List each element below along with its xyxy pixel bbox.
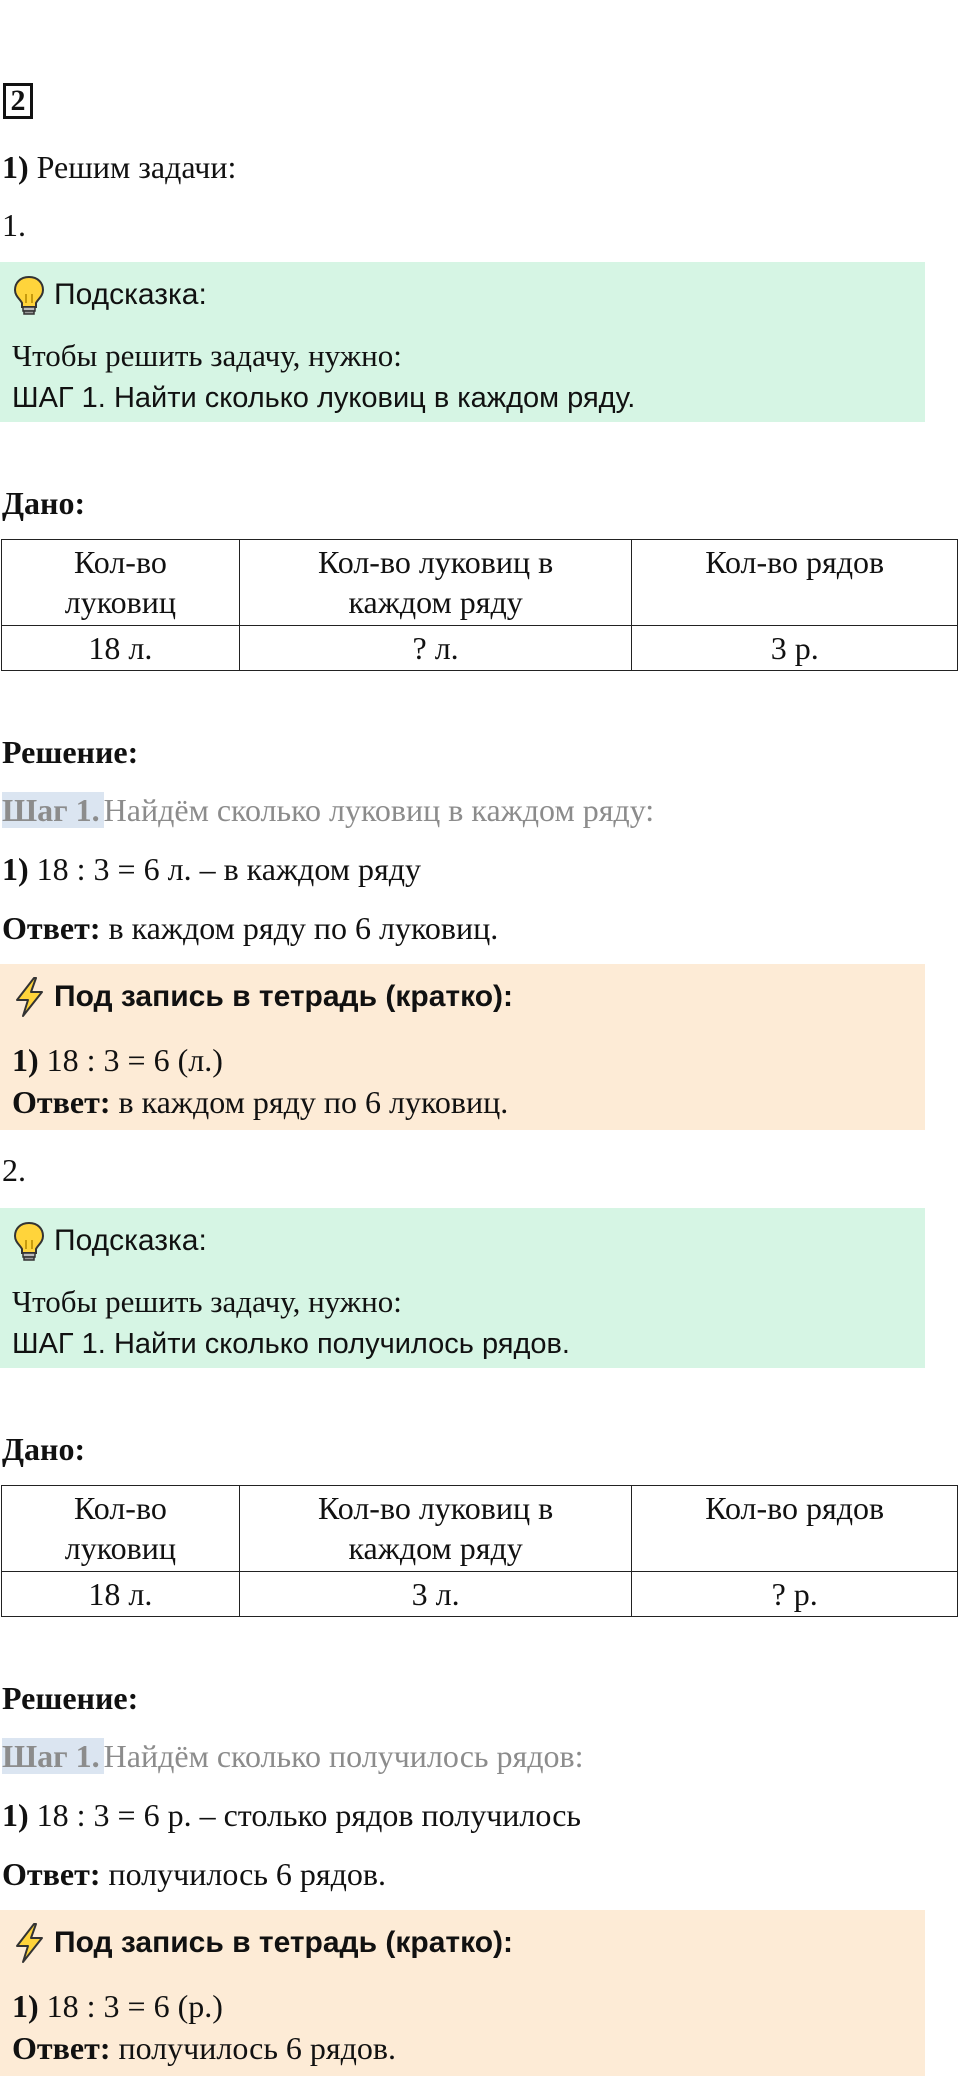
hint-box-1 (0, 262, 925, 422)
solution-1-step: Шаг 1. Найдём сколько луковиц в каждом ряду: (2, 792, 655, 828)
solution-1-calc: 1) 18 : 3 = 6 л. – в каждом ряду (2, 851, 421, 887)
note-1-answer: Ответ: в каждом ряду по 6 луковиц. (12, 1084, 509, 1120)
given-1-value-cell: 18 л. (2, 626, 240, 671)
lightning-icon (12, 1922, 46, 1964)
hint-box-2 (0, 1208, 925, 1368)
solution-1-label: Решение: (2, 734, 139, 770)
note-2-answer: Ответ: получилось 6 рядов. (12, 2030, 397, 2066)
given-2-header-cell: Кол-во рядов (632, 1486, 958, 1572)
given-2-label: Дано: (2, 1431, 86, 1467)
given-2-value-cell: 18 л. (2, 1572, 240, 1617)
note-2-header (12, 1920, 513, 1966)
hint-1-step: ШАГ 1. Найти сколько луковиц в каждом ряду. (12, 382, 636, 414)
hint-1-header (12, 272, 207, 318)
given-1-header-cell: Кол-во луковиц в каждом ряду (239, 540, 632, 626)
given-2-header-row (2, 1486, 958, 1572)
lightning-icon (12, 976, 46, 1018)
note-box-2 (0, 1910, 925, 2076)
given-1-header-cell: Кол-во луковиц (2, 540, 240, 626)
note-1-header (12, 974, 513, 1020)
task-number-box: 2 (3, 83, 33, 119)
given-2-header-cell: Кол-во луковиц (2, 1486, 240, 1572)
hint-1-line1: Чтобы решить задачу, нужно: (12, 338, 402, 373)
hint-2-line1: Чтобы решить задачу, нужно: (12, 1284, 402, 1319)
note-2-calc: 1) 18 : 3 = 6 (р.) (12, 1988, 223, 2024)
given-1-value-row (2, 626, 958, 671)
given-1-header-row (2, 540, 958, 626)
hint-1-title: Подсказка: (54, 278, 207, 311)
lightbulb-icon (12, 1220, 46, 1262)
solution-2-label: Решение: (2, 1680, 139, 1716)
intro-line: 1) Решим задачи: (2, 149, 237, 185)
given-2-value-cell: 3 л. (239, 1572, 632, 1617)
hint-2-step: ШАГ 1. Найти сколько получилось рядов. (12, 1328, 570, 1360)
note-1-title: Под запись в тетрадь (кратко): (54, 980, 514, 1013)
note-box-1 (0, 964, 925, 1130)
task-2-label: 2. (2, 1152, 26, 1188)
given-1-header-cell: Кол-во рядов (632, 540, 958, 626)
given-2-value-cell: ? р. (632, 1572, 958, 1617)
hint-2-title: Подсказка: (54, 1224, 207, 1257)
note-2-title: Под запись в тетрадь (кратко): (54, 1926, 514, 1959)
given-1-label: Дано: (2, 485, 86, 521)
note-1-calc: 1) 18 : 3 = 6 (л.) (12, 1042, 223, 1078)
task-1-label: 1. (2, 207, 26, 243)
given-1-value-cell: 3 р. (632, 626, 958, 671)
given-table-2 (1, 1485, 958, 1617)
solution-2-step: Шаг 1. Найдём сколько получилось рядов: (2, 1738, 584, 1774)
solution-1-answer: Ответ: в каждом ряду по 6 луковиц. (2, 910, 499, 946)
given-table-1 (1, 539, 958, 671)
solution-2-calc: 1) 18 : 3 = 6 р. – столько рядов получилось (2, 1797, 581, 1833)
given-2-header-cell: Кол-во луковиц в каждом ряду (239, 1486, 632, 1572)
given-2-value-row (2, 1572, 958, 1617)
solution-2-answer: Ответ: получилось 6 рядов. (2, 1856, 387, 1892)
lightbulb-icon (12, 274, 46, 316)
hint-2-header (12, 1218, 207, 1264)
given-1-value-cell: ? л. (239, 626, 632, 671)
